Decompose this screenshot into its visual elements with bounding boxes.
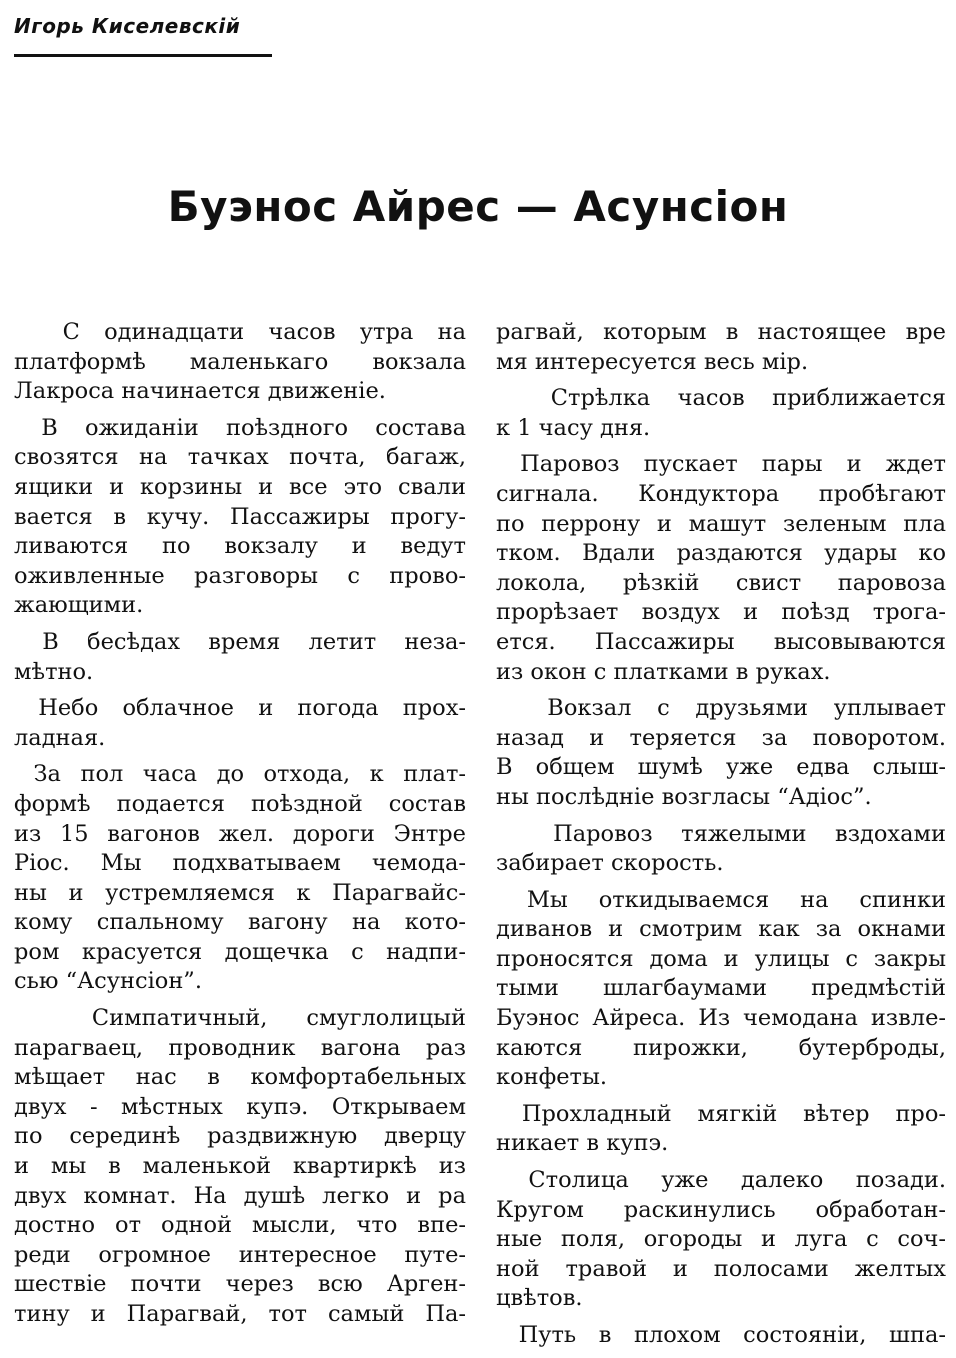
text-line: Кругом раскинулись обработан- <box>496 1196 946 1223</box>
text-line: конфеты. <box>496 1064 608 1091</box>
paragraph <box>14 414 466 621</box>
text-line: Прохладный мягкій вѣтер про- <box>496 1100 946 1127</box>
text-line: достно от одной мысли, что впе- <box>14 1212 466 1239</box>
text-line: никает в купэ. <box>496 1130 669 1157</box>
text-line: мѣщает нас в комфортабельных <box>14 1064 466 1091</box>
text-line: парагваец, проводник вагона раз <box>14 1034 466 1061</box>
text-line: цвѣтов. <box>496 1285 583 1312</box>
text-line: ливаются по вокзалу и ведут <box>14 533 466 560</box>
paragraph <box>496 820 946 879</box>
text-line: реди огромное интересное путе- <box>14 1241 466 1268</box>
text-line: Стрѣлка часов приближается <box>496 385 946 412</box>
text-line: Ріос. Мы подхватываем чемода- <box>14 850 466 877</box>
text-line: Буэнос Айреса. Из чемодана извле- <box>496 1005 946 1032</box>
paragraph <box>496 384 946 443</box>
text-line: В ожиданіи поѣздного состава <box>14 414 466 441</box>
text-line: тину и Парагвай, тот самый Па- <box>14 1301 466 1327</box>
text-line: по серединѣ раздвижную дверцу <box>14 1123 466 1150</box>
text-line: из 15 вагонов жел. дороги Энтре <box>14 820 466 847</box>
article-title: Буэнос Айрес — Асунсіон <box>167 182 789 231</box>
text-line: вается в кучу. Пассажиры прогу- <box>14 503 466 530</box>
paragraph <box>14 1004 466 1330</box>
text-line: тком. Вдали раздаются удары ко <box>496 540 946 567</box>
text-line: Путь в плохом состояніи, шпа- <box>496 1322 946 1348</box>
text-line: и мы в маленькой квартиркѣ из <box>14 1153 466 1180</box>
text-line: Паровоз тяжелыми вздохами <box>496 820 946 847</box>
text-line: по перрону и машут зеленым пла <box>496 510 946 537</box>
text-line: тыми шлагбаумами предмѣстій <box>496 975 946 1002</box>
text-line: двух комнат. На душѣ легко и ра <box>14 1182 466 1209</box>
text-line: Мы откидываемся на спинки <box>496 886 946 913</box>
paragraph <box>496 1100 946 1159</box>
text-line: ные поля, огороды и луга с соч- <box>496 1226 946 1253</box>
text-line: назад и теряется за поворотом. <box>496 724 946 751</box>
text-line: С одинадцати часов утра на <box>14 319 466 345</box>
text-line: сью “Асунсіон”. <box>14 968 202 995</box>
text-line: В бесѣдах время летит неза- <box>14 628 466 655</box>
text-line: ны послѣдніе возгласы “Адіос”. <box>496 783 872 810</box>
paragraph <box>496 318 946 377</box>
paragraph <box>496 1321 946 1351</box>
text-line: ладная. <box>14 724 106 751</box>
text-line: Симпатичный, смуглолицый <box>14 1005 466 1032</box>
text-line: ящики и корзины и все это свали <box>14 473 466 500</box>
paragraph <box>496 694 946 812</box>
text-line: ром красуется дощечка с надпи- <box>14 938 466 965</box>
text-line: ной травой и полосами желтых <box>496 1255 946 1282</box>
text-line: ется. Пассажиры высовываются <box>496 628 946 655</box>
text-line: свозятся на тачках почта, багаж, <box>14 444 466 471</box>
text-line: к 1 часу дня. <box>496 414 651 441</box>
text-line: мя интересуется весь мір. <box>496 348 809 375</box>
text-line: Вокзал с друзьями уплывает <box>496 695 946 722</box>
paragraph <box>14 628 466 687</box>
author-name: Игорь Киселевскій <box>14 14 241 38</box>
paragraph <box>496 886 946 1093</box>
text-line: оживленные разговоры с прово- <box>14 562 466 589</box>
article-column-right <box>496 318 946 1358</box>
paragraph <box>496 450 946 687</box>
text-line: из окон с платками в руках. <box>496 658 831 685</box>
text-line: сигнала. Кондуктора пробѣгают <box>496 480 946 507</box>
text-line: жающими. <box>14 592 144 619</box>
text-line: формѣ подается поѣздной состав <box>14 790 466 817</box>
text-line: платформѣ маленькаго вокзала <box>14 348 466 375</box>
paragraph <box>14 318 466 407</box>
text-line: мѣтно. <box>14 658 94 685</box>
paragraph <box>496 1166 946 1314</box>
author-underline <box>14 54 272 57</box>
text-line: шествіе почти через всю Арген- <box>14 1271 466 1298</box>
text-line: рагвай, которым в настоящее вре <box>496 319 946 345</box>
paragraph <box>14 760 466 997</box>
text-line: Столица уже далеко позади. <box>496 1167 946 1194</box>
text-line: забирает скорость. <box>496 850 724 877</box>
text-line: прорѣзает воздух и поѣзд трога- <box>496 599 946 626</box>
text-line: каются пирожки, бутерброды, <box>496 1034 946 1061</box>
text-line: ны и устремляемся к Парагвайс- <box>14 879 466 906</box>
text-line: локола, рѣзкій свист паровоза <box>496 569 946 596</box>
paragraph <box>14 694 466 753</box>
text-line: двух - мѣстных купэ. Открываем <box>14 1093 466 1120</box>
text-line: Лакроса начинается движеніе. <box>14 378 386 405</box>
text-line: Небо облачное и погода прох- <box>14 695 466 722</box>
text-line: проносятся дома и улицы с закры <box>496 945 946 972</box>
text-line: Паровоз пускает пары и ждет <box>496 451 946 478</box>
text-line: кому спальному вагону на кото- <box>14 909 466 936</box>
text-line: В общем шумѣ уже едва слыш- <box>496 754 946 781</box>
text-line: диванов и смотрим как за окнами <box>496 916 946 943</box>
text-line: За пол часа до отхода, к плат- <box>14 761 466 788</box>
article-column-left <box>14 318 466 1337</box>
